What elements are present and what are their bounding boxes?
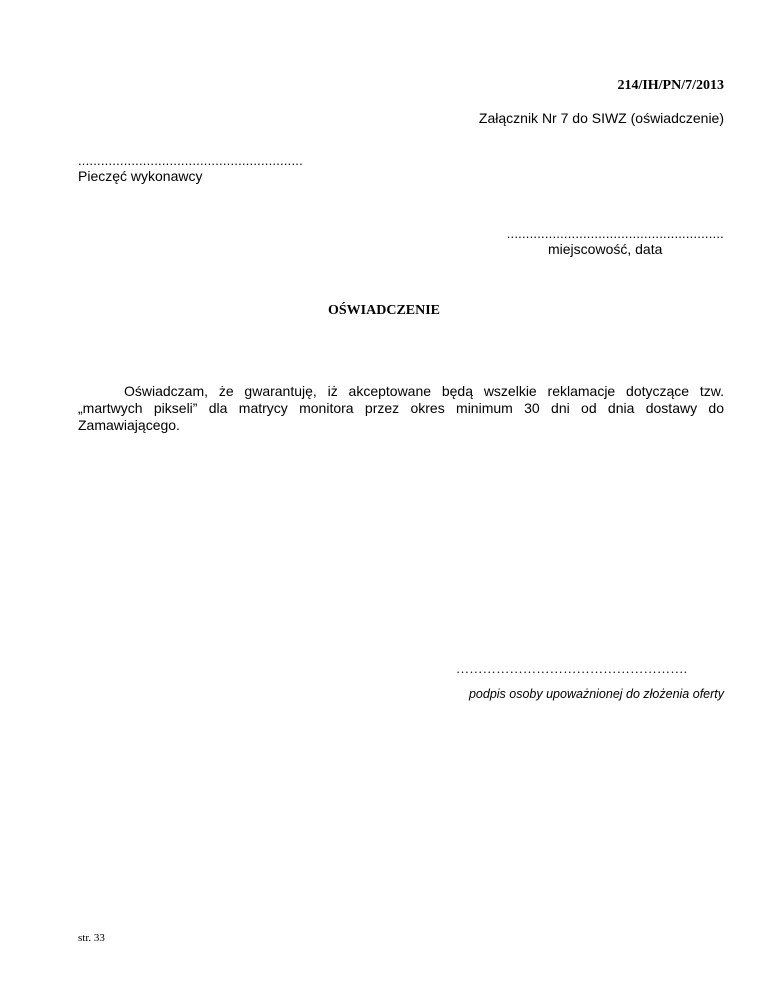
place-date-label: miejscowość, data	[548, 241, 663, 257]
page-number: str. 33	[78, 932, 105, 944]
signature-dotted-line: …………………………………………….	[456, 661, 688, 676]
signature-label: podpis osoby upoważnionej do złożenia oferty	[468, 687, 724, 701]
statement-paragraph: Oświadczam, że gwarantuję, iż akceptowane będą wszelkie reklamacje dotyczące tzw. „martwych pikseli” dla matrycy monitora przez okres minimum 30 dni od dnia dostawy do Zamawiającego.	[78, 383, 724, 433]
contractor-stamp-label: Pieczęć wykonawcy	[78, 168, 203, 184]
document-reference-number: 214/IH/PN/7/2013	[617, 78, 724, 93]
place-date-dotted-line: .........................................................	[506, 226, 724, 241]
statement-heading: OŚWIADCZENIE	[327, 303, 441, 318]
annex-title: Załącznik Nr 7 do SIWZ (oświadczenie)	[478, 110, 724, 126]
contractor-stamp-dotted-line: ...........................................................	[78, 153, 303, 168]
